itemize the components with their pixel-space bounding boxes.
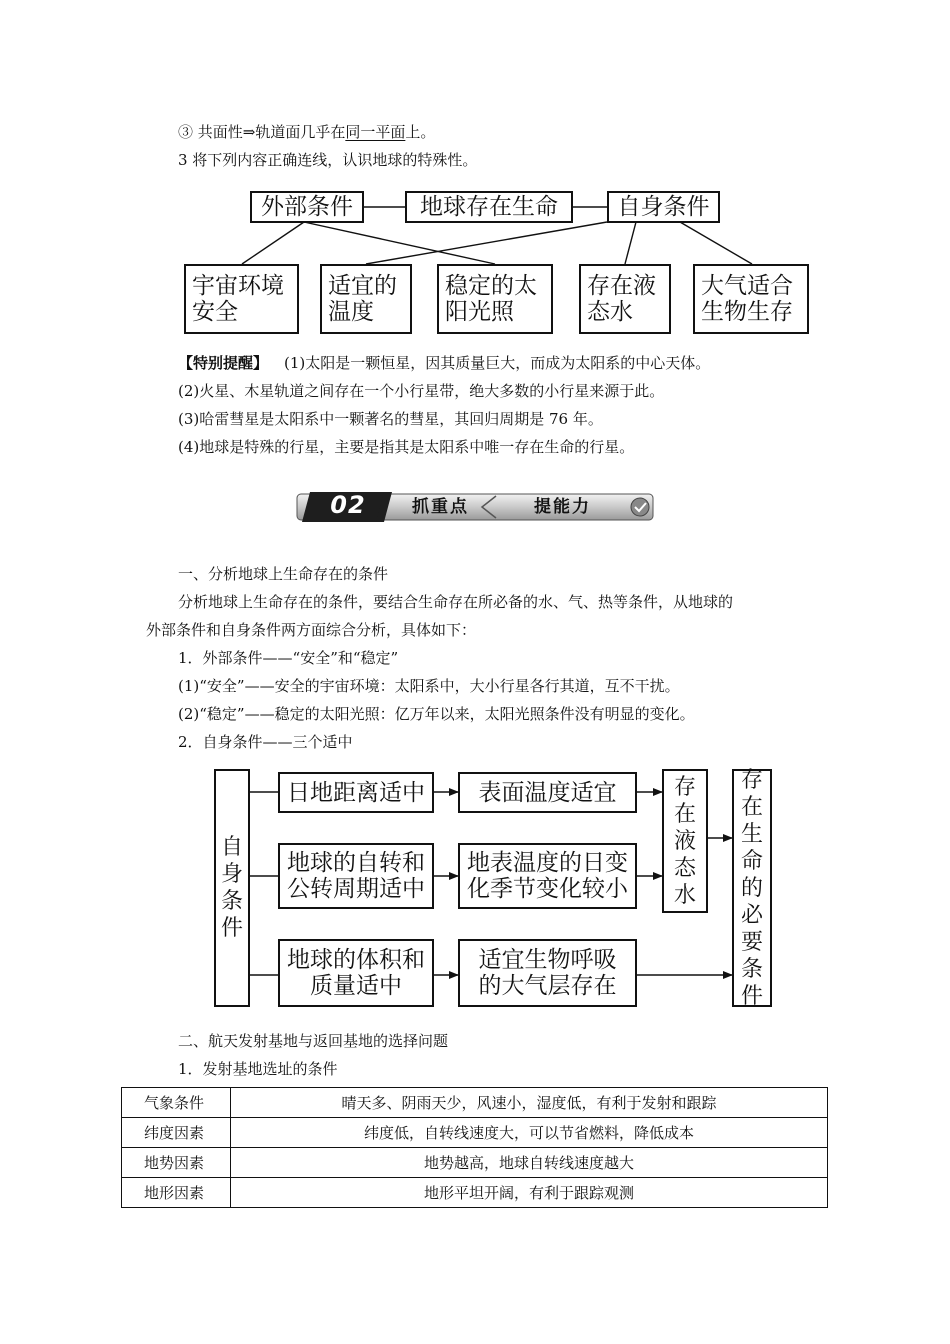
banner-left-text: 抓重点 xyxy=(412,497,469,517)
intro-line-1-prefix: ③ 共面性⇒轨道面几乎在 xyxy=(178,123,346,141)
section1-paragraph-line-1: 分析地球上生命存在的条件，要结合生命存在所必备的水、气、热等条件，从地球的 xyxy=(178,593,734,611)
diagram1-safe-universe: 宇宙环境 安全 xyxy=(184,264,299,334)
section1-paragraph-line-2: 外部条件和自身条件两方面综合分析，具体如下： xyxy=(146,621,477,639)
table-cell-factor: 气象条件 xyxy=(122,1088,231,1118)
table-cell-description: 地形平坦开阔，有利于跟踪观测 xyxy=(231,1178,828,1208)
section1-stable-item: (2)“稳定”——稳定的太阳光照：亿万年以来，太阳光照条件没有明显的变化。 xyxy=(178,705,695,723)
diagram2-necessary-conditions: 存 在 生 命 的 必 要 条 件 xyxy=(732,769,772,1007)
table-cell-factor: 纬度因素 xyxy=(122,1118,231,1148)
section1-sub-heading-2: 2．自身条件——三个适中 xyxy=(178,733,353,751)
section2-sub-heading-1: 1．发射基地选址的条件 xyxy=(178,1060,338,1078)
banner-number: 02 xyxy=(330,491,366,519)
table-cell-description: 晴天多、阴雨天少，风速小，湿度低，有利于发射和跟踪 xyxy=(231,1088,828,1118)
diagram2-temperature-variation: 地表温度的日变 化季节变化较小 xyxy=(458,843,637,909)
banner-right-text: 提能力 xyxy=(534,497,591,517)
table-cell-description: 纬度低，自转线速度大，可以节省燃料，降低成本 xyxy=(231,1118,828,1148)
diagram2-breathable-atmosphere: 适宜生物呼吸 的大气层存在 xyxy=(458,939,637,1007)
diagram2-rotation-revolution: 地球的自转和 公转周期适中 xyxy=(278,843,434,909)
reminder-item-3: (3)哈雷彗星是太阳系中一颗著名的彗星，其回归周期是 76 年。 xyxy=(178,410,603,428)
reminder-item-1: (1)太阳是一颗恒星，因其质量巨大，而成为太阳系的中心天体。 xyxy=(284,354,711,372)
reminder-item-2: (2)火星、木星轨道之间存在一个小行星带，绝大多数的小行星来源于此。 xyxy=(178,382,665,400)
table-cell-description: 地势越高，地球自转线速度越大 xyxy=(231,1148,828,1178)
diagram2-volume-mass: 地球的体积和 质量适中 xyxy=(278,939,434,1007)
table-row xyxy=(122,1178,828,1208)
diagram1-stable-sunlight: 稳定的太 阳光照 xyxy=(437,264,553,334)
diagram2-self-conditions: 自 身 条 件 xyxy=(214,769,250,1007)
launch-site-conditions-table xyxy=(121,1087,828,1208)
intro-line-1-suffix: 上。 xyxy=(405,123,436,141)
diagram1-external-conditions: 外部条件 xyxy=(250,191,364,223)
diagram1-suitable-temperature: 适宜的 温度 xyxy=(320,264,412,334)
table-row xyxy=(122,1118,828,1148)
section1-heading: 一、分析地球上生命存在的条件 xyxy=(178,565,389,583)
table-cell-factor: 地形因素 xyxy=(122,1178,231,1208)
reminder-label: 【特别提醒】 xyxy=(178,354,269,372)
intro-line-2: 3 将下列内容正确连线，认识地球的特殊性。 xyxy=(178,151,478,169)
diagram1-liquid-water: 存在液 态水 xyxy=(579,264,671,334)
table-row xyxy=(122,1088,828,1118)
intro-line-1-underlined: 同一平面 xyxy=(345,123,406,141)
reminder-item-4: (4)地球是特殊的行星，主要是指其是太阳系中唯一存在生命的行星。 xyxy=(178,438,635,456)
section2-heading: 二、航天发射基地与返回基地的选择问题 xyxy=(178,1032,449,1050)
section1-sub-heading-1: 1．外部条件——“安全”和“稳定” xyxy=(178,649,399,667)
section1-safe-item: (1)“安全”——安全的宇宙环境：太阳系中，大小行星各行其道，互不干扰。 xyxy=(178,677,680,695)
table-cell-factor: 地势因素 xyxy=(122,1148,231,1178)
diagram2-surface-temperature: 表面温度适宜 xyxy=(458,772,637,813)
diagram1-life-on-earth: 地球存在生命 xyxy=(405,191,573,223)
table-row xyxy=(122,1148,828,1178)
diagram1-self-conditions: 自身条件 xyxy=(607,191,720,223)
diagram1-suitable-atmosphere: 大气适合 生物生存 xyxy=(693,264,809,334)
diagram2-sun-earth-distance: 日地距离适中 xyxy=(278,772,434,813)
diagram2-liquid-water: 存 在 液 态 水 xyxy=(662,769,708,913)
